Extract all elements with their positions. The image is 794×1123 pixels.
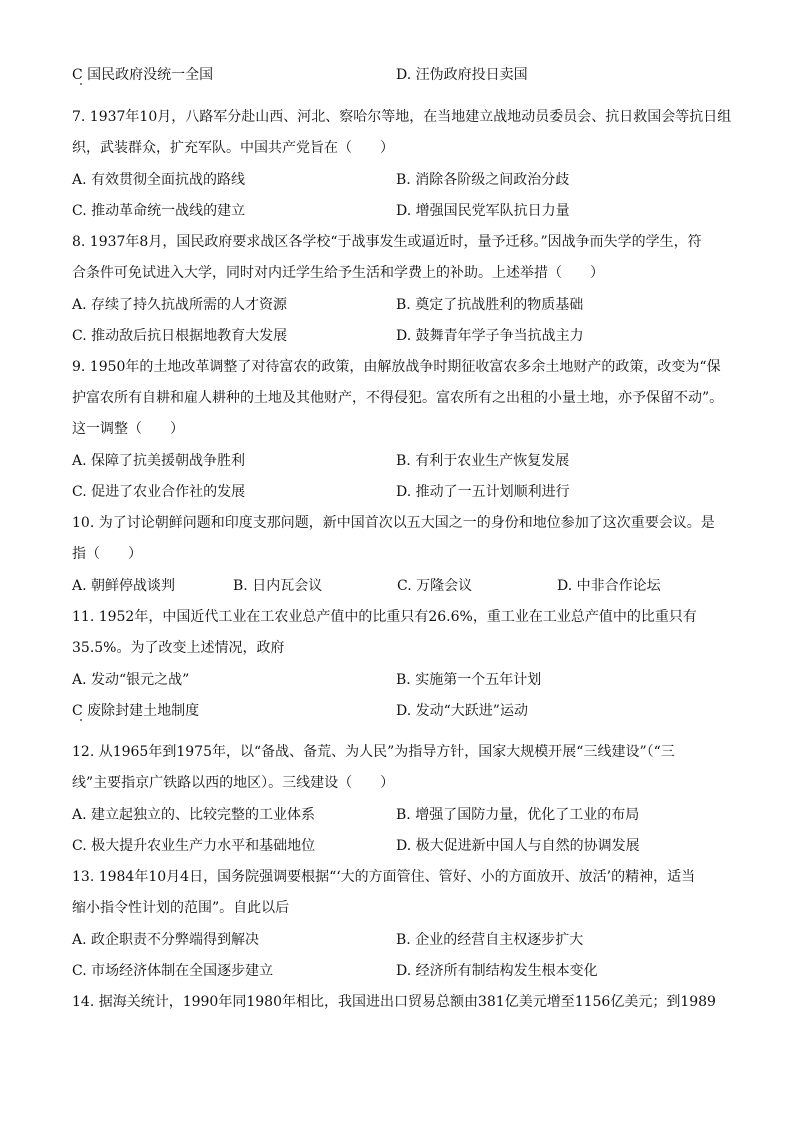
option-a: A. 政企职责不分弊端得到解决	[72, 932, 260, 948]
stem-line: 9. 1950年的土地改革调整了对待富农的政策，由解放战争时期征收富农多余土地财产的政策，改变为“保	[72, 359, 721, 375]
option-c: C 国民政府没统一全国	[72, 67, 214, 83]
stem-line: 织，武装群众，扩充军队。中国共产党旨在（ ）	[72, 140, 394, 156]
option-b: B. 增强了国防力量，优化了工业的布局	[396, 807, 640, 823]
stem-line: 10. 为了讨论朝鲜问题和印度支那问题，新中国首次以五大国之一的身份和地位参加了这次重要会议。是	[72, 515, 715, 531]
question-9-options-ab	[72, 446, 732, 477]
stem-line: 线”主要指京广铁路以西的地区）。三线建设（ ）	[72, 775, 395, 791]
option-a: A. 发动“银元之战”	[72, 672, 190, 688]
option-b: B. 消除各阶级之间政治分歧	[396, 172, 570, 188]
option-c: C. 极大提升农业生产力水平和基础地位	[72, 838, 316, 854]
question-13-options-cd	[72, 956, 732, 987]
option-d: D. 经济所有制结构发生根本变化	[396, 963, 598, 979]
stem-line: 护富农所有自耕和雇人耕种的土地及其他财产，不得侵犯。富农所有之出租的小量土地，亦予保留不动”。	[72, 390, 724, 406]
question-12-options-cd	[72, 831, 732, 862]
question-14-stem	[72, 987, 732, 1018]
stray-dot	[80, 719, 82, 721]
option-b: B. 日内瓦会议	[233, 578, 323, 594]
question-7-options-ab	[72, 165, 732, 196]
question-12-stem	[72, 737, 732, 799]
stem-line: 13. 1984年10月4日，国务院强调要根据“‘大的方面管住、管好、小的方面放开、放活’的精神，适当	[72, 869, 696, 885]
question-7-options-cd	[72, 196, 732, 227]
option-c: C. 市场经济体制在全国逐步建立	[72, 963, 274, 979]
stem-line: 指（ ）	[72, 546, 142, 562]
stem-line: 这一调整（ ）	[72, 421, 184, 437]
option-d: D. 增强国民党军队抗日力量	[396, 203, 570, 219]
option-d: D. 极大促进新中国人与自然的协调发展	[396, 838, 640, 854]
stem-line: 8. 1937年8月，国民政府要求战区各学校“于战事发生或逼近时，量予迁移。”因战争而失学的学生，符	[72, 234, 702, 250]
option-b: B. 实施第一个五年计划	[396, 672, 542, 688]
question-9-stem	[72, 352, 732, 445]
question-8-options-cd	[72, 321, 732, 352]
prev-options-row	[72, 60, 732, 91]
option-d: D. 汪伪政府投日卖国	[396, 67, 528, 83]
option-b: B. 有利于农业生产恢复发展	[396, 453, 570, 469]
option-d: D. 发动“大跃进”运动	[396, 703, 528, 719]
option-c: C. 万隆会议	[397, 578, 473, 594]
question-13-stem	[72, 862, 732, 924]
option-a: A. 存续了持久抗战所需的人才资源	[72, 297, 288, 313]
option-a: A. 朝鲜停战谈判	[72, 578, 176, 594]
question-8-stem	[72, 227, 732, 289]
option-c: C. 推动革命统一战线的建立	[72, 203, 246, 219]
option-b: B. 奠定了抗战胜利的物质基础	[396, 297, 584, 313]
option-d: D. 中非合作论坛	[557, 578, 661, 594]
option-b: B. 企业的经营自主权逐步扩大	[396, 932, 584, 948]
option-a: A. 保障了抗美援朝战争胜利	[72, 453, 246, 469]
option-c: C. 推动敌后抗日根据地教育大发展	[72, 328, 288, 344]
question-13-options-ab	[72, 925, 732, 956]
question-8-options-ab	[72, 290, 732, 321]
option-a: A. 建立起独立的、比较完整的工业体系	[72, 807, 316, 823]
stem-line: 35.5%。为了改变上述情况，政府	[72, 640, 285, 656]
question-11-options-ab	[72, 665, 732, 696]
question-7-stem	[72, 102, 732, 164]
option-c: C 废除封建土地制度	[72, 703, 200, 719]
option-c: C. 促进了农业合作社的发展	[72, 484, 246, 500]
question-10-stem	[72, 508, 732, 570]
stem-line: 12. 从1965年到1975年，以“备战、备荒、为人民”为指导方针，国家大规模开展“三线建设”（“三	[72, 744, 675, 760]
option-d: D. 鼓舞青年学子争当抗战主力	[396, 328, 584, 344]
stem-line: 7. 1937年10月，八路军分赴山西、河北、察哈尔等地，在当地建立战地动员委员会、抗日救国会等抗日组	[72, 109, 732, 125]
stem-line: 合条件可免试进入大学，同时对内迁学生给予生活和学费上的补助。上述举措（ ）	[72, 265, 604, 281]
option-d: D. 推动了一五计划顺利进行	[396, 484, 570, 500]
question-11-options-cd	[72, 696, 732, 727]
question-10-options	[72, 571, 732, 602]
question-11-stem	[72, 602, 732, 664]
question-9-options-cd	[72, 477, 732, 508]
option-a: A. 有效贯彻全面抗战的路线	[72, 172, 246, 188]
stray-dot	[80, 83, 82, 85]
stem-line: 11. 1952年，中国近代工业在工农业总产值中的比重只有26.6%，重工业在工业总产值中的比重只有	[72, 609, 697, 625]
stem-line: 缩小指令性计划的范围”。自此以后	[72, 900, 290, 916]
stem-line: 14. 据海关统计，1990年同1980年相比，我国进出口贸易总额由381亿美元增至1156亿美元；到1989	[72, 994, 716, 1010]
question-12-options-ab	[72, 800, 732, 831]
